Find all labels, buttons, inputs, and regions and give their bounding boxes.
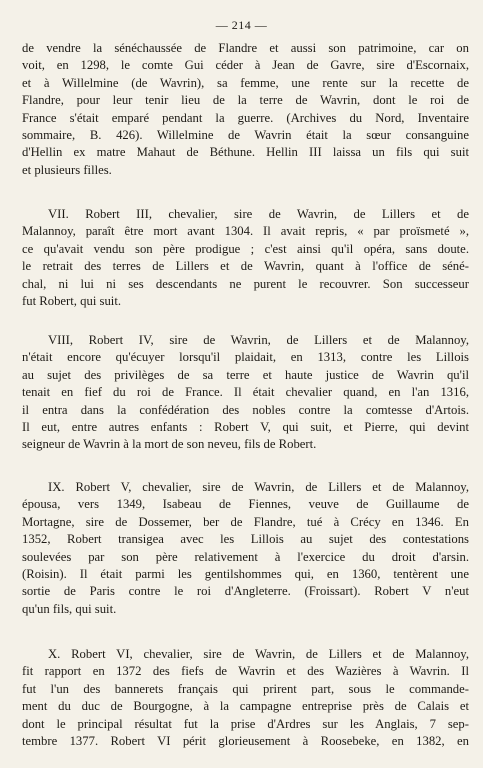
text-line: soulevées par son père relativement à l'exercice du droit d'arsin. <box>22 549 469 564</box>
text-line: qu'un fils, qui suit. <box>22 601 117 616</box>
text-line: (Roisin). Il était parmi les gentilshommes qui, en 1360, tentèrent une <box>22 566 469 581</box>
text-line: voit, en 1298, le comte Gui céder à Jean de Gavre, sire d'Escornaix, <box>22 58 469 73</box>
text-line: VII. Robert III, chevalier, sire de Wavrin, de Lillers et de <box>48 207 469 221</box>
text-line: fut Robert, qui suit. <box>22 293 122 308</box>
text-line: VIII, Robert IV, sire de Wavrin, de Lillers et de Malannoy, <box>48 333 469 347</box>
paragraph <box>22 40 469 179</box>
text-line: France s'était emparé pendant la guerre. (Archives du Nord, Inventaire <box>22 110 469 125</box>
text-line: seigneur de Wavrin à la mort de son neveu, fils de Robert. <box>22 437 317 452</box>
paragraph <box>22 646 469 750</box>
text-line: Mortagne, sire de Dossemer, ber de Flandre, tué à Crécy en 1346. En <box>22 514 469 529</box>
paragraph <box>22 332 469 454</box>
text-line: sommaire, B. 426). Willelmine de Wavrin était la sœur consanguine <box>22 127 469 142</box>
text-line: IX. Robert V, chevalier, sire de Wavrin, de Lillers et de Malannoy, <box>48 480 469 494</box>
text-line: n'était encore qu'écuyer lorsqu'il plaidait, en 1313, contre les Lillois <box>22 350 469 365</box>
text-line: épousa, vers 1349, Isabeau de Fiennes, veuve de Guillaume de <box>22 497 469 512</box>
text-line: X. Robert VI, chevalier, sire de Wavrin, de Lillers et de Malannoy, <box>48 647 469 661</box>
text-line: ment du duc de Bourgogne, à la campagne entreprise près de Calais et <box>22 699 469 714</box>
paragraph <box>22 479 469 618</box>
page-number: — 214 — <box>215 18 268 32</box>
paragraph <box>22 206 469 310</box>
text-line: au sujet des privilèges de sa terre et haute justice de Wavrin qu'il <box>22 367 469 382</box>
text-line: tenait en fief du roi de France. Il était chevalier quand, en l'an 1316, <box>22 385 469 400</box>
text-line: dont le principal résultat fut la prise d'Ardres sur les Anglais, 7 sep- <box>22 716 469 731</box>
text-line: le retrait des terres de Lillers et de Wavrin, quant à l'office de séné- <box>22 259 469 274</box>
text-line: de vendre la sénéchaussée de Flandre et aussi son patrimoine, car on <box>22 41 469 55</box>
text-line: et à Willelmine (de Wavrin), sa femme, une rente sur la recette de <box>22 75 469 90</box>
text-line: 1352, Robert transigea avec les Lillois au sujet des contestations <box>22 532 469 547</box>
text-line: chal, ni lui ni ses descendants ne purent le recouvrer. Son successeur <box>22 276 469 291</box>
text-line: ce qu'avait vendu son père prodigue ; c'est ainsi qu'il opéra, sans doute. <box>22 241 469 256</box>
text-line: d'Hellin ex matre Mahaut de Béthune. Hellin III laissa un fils qui suit <box>22 145 469 160</box>
text-line: fit rapport en 1372 des fiefs de Wavrin et des Wazières à Wavrin. Il <box>22 664 469 679</box>
text-line: fut l'un des bannerets français qui prirent part, sous le commande- <box>22 681 469 696</box>
text-line: Malannoy, paraît être mort avant 1304. Il avait repris, « par proïsmeté », <box>22 224 469 239</box>
text-line: il entra dans la confédération des nobles contre la comtesse d'Artois. <box>22 402 469 417</box>
text-line: sortie de Paris contre le roi d'Angleterre. (Froissart). Robert V n'eut <box>22 584 469 599</box>
text-line: et plusieurs filles. <box>22 162 112 177</box>
text-line: Il eut, entre autres enfants : Robert V, qui suit, et Pierre, qui devint <box>22 419 469 434</box>
text-line: tembre 1377. Robert VI périt glorieusement à Roosebeke, en 1382, en <box>22 733 469 748</box>
text-line: Flandre, pour leur tenir lieu de la terre de Wavrin, dont le roi de <box>22 93 469 108</box>
